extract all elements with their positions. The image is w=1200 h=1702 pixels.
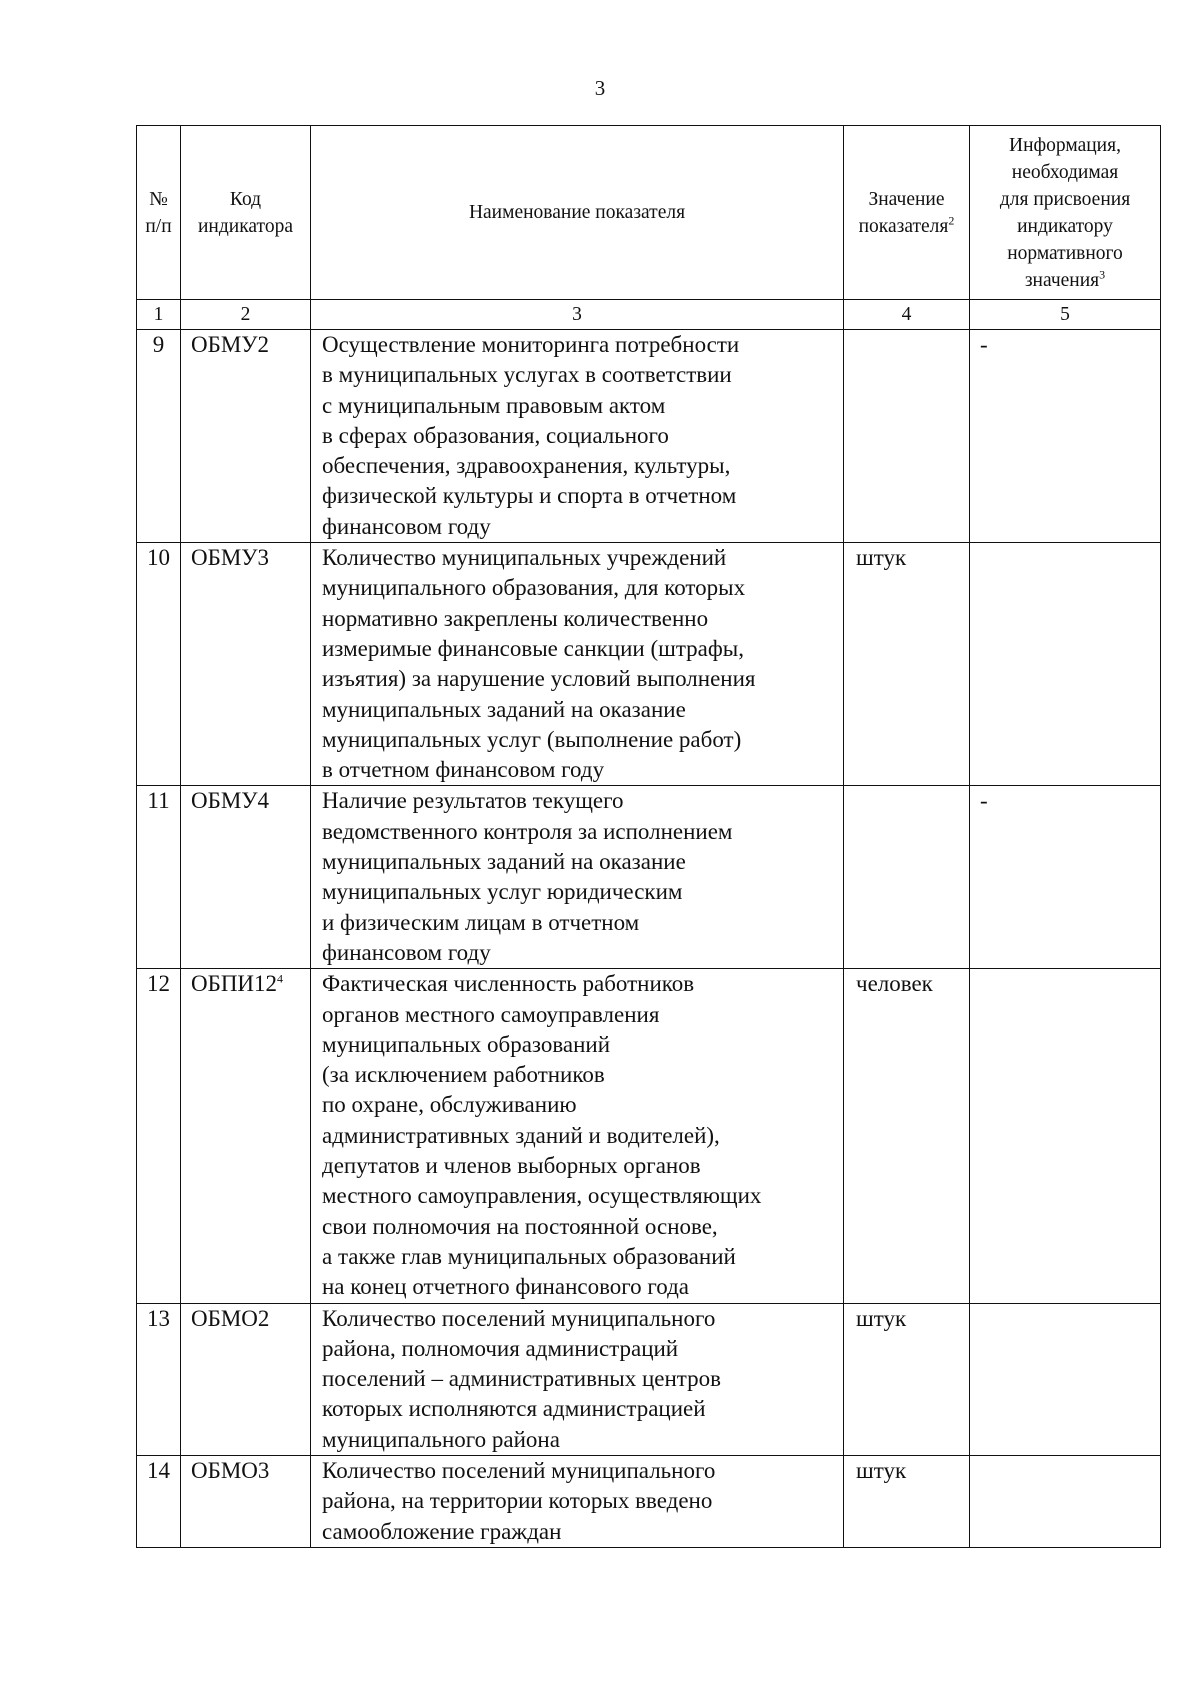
header-value-label: Значение: [868, 188, 945, 210]
column-number-row: [137, 300, 1161, 330]
indicator-name: [311, 969, 844, 1303]
row-number: 13: [137, 1303, 181, 1455]
indicator-name-line: Осуществление мониторинга потребности: [322, 332, 740, 357]
indicator-name-line: Фактическая численность работников: [322, 971, 695, 997]
column-number: 5: [970, 300, 1161, 330]
table-row: [137, 786, 1161, 969]
indicator-name-line: которых исполняются администрацией: [322, 1396, 706, 1422]
indicator-name-line: физической культуры и спорта в отчетном: [322, 483, 737, 509]
header-code-label: Код: [229, 188, 262, 210]
indicator-name: [311, 786, 844, 969]
indicator-name-line: по охране, обслуживанию: [322, 1092, 577, 1118]
table-row: [137, 543, 1161, 786]
header-num-sublabel: п/п: [145, 215, 172, 237]
indicator-code-cell: [181, 1455, 311, 1547]
header-info-line: для присвоения: [999, 188, 1131, 210]
table-row: [137, 330, 1161, 543]
indicator-code-cell: [181, 786, 311, 969]
indicator-name-line: с муниципальным правовым актом: [322, 392, 666, 418]
indicator-name-line: муниципального образования, для которых: [322, 575, 746, 601]
indicator-name-line: в отчетном финансовом году: [322, 757, 605, 783]
header-num-label: №: [149, 188, 168, 210]
indicator-name-line: а также глав муниципальных образований: [322, 1243, 736, 1269]
row-number: 9: [137, 330, 181, 543]
column-number: 1: [137, 300, 181, 330]
header-info-line: Информация,: [1009, 134, 1121, 156]
normative-info: [970, 1455, 1161, 1547]
indicator-code: ОБМУ2: [191, 332, 270, 357]
indicator-name-line: Количество поселений муниципального: [322, 1305, 716, 1331]
indicator-name-line: изъятия) за нарушение условий выполнения: [322, 666, 756, 692]
indicator-name-line: финансовом году: [322, 513, 491, 539]
indicator-value-unit: штук: [844, 1303, 970, 1455]
header-info-line: необходимая: [1011, 161, 1119, 183]
indicator-value-unit: [844, 786, 970, 969]
header-info-footnote-ref: 3: [1099, 267, 1106, 281]
column-number: 4: [844, 300, 970, 330]
indicator-value-unit: штук: [844, 1455, 970, 1547]
table-row: [137, 1455, 1161, 1547]
indicator-name-line: муниципального района: [322, 1426, 560, 1452]
row-number: 14: [137, 1455, 181, 1547]
indicator-name-line: измеримые финансовые санкции (штрафы,: [322, 635, 744, 661]
normative-info: [970, 969, 1161, 1303]
indicator-name: [311, 330, 844, 543]
header-code-sublabel: индикатора: [198, 215, 293, 237]
header-name-label: Наименование показателя: [468, 202, 686, 223]
indicator-code-cell: [181, 543, 311, 786]
header-info-line: нормативного: [1007, 242, 1123, 264]
normative-info: -: [970, 330, 1161, 543]
indicator-name-line: Количество муниципальных учреждений: [322, 545, 727, 571]
indicator-name-line: органов местного самоуправления: [322, 1001, 660, 1027]
indicator-value-unit: штук: [844, 543, 970, 786]
indicator-name-line: муниципальных образований: [322, 1031, 611, 1057]
column-number: 3: [311, 300, 844, 330]
header-value-sublabel: показателя: [858, 215, 949, 237]
indicator-name-line: самообложение граждан: [322, 1518, 562, 1544]
indicator-name-line: местного самоуправления, осуществляющих: [322, 1183, 762, 1209]
indicator-code-cell: [181, 1303, 311, 1455]
table-body: [137, 330, 1161, 1548]
header-num: [137, 126, 181, 300]
indicator-code: ОБМУ4: [191, 788, 270, 814]
indicator-name-line: депутатов и членов выборных органов: [322, 1153, 701, 1179]
indicator-name-line: Количество поселений муниципального: [322, 1457, 716, 1483]
header-value-footnote-ref: 2: [948, 213, 955, 227]
indicator-value-unit: [844, 330, 970, 543]
row-number: 10: [137, 543, 181, 786]
header-info-line: индикатору: [1017, 215, 1113, 237]
indicator-code: ОБПИ12: [191, 971, 278, 997]
indicator-name-line: муниципальных услуг (выполнение работ): [322, 726, 742, 752]
indicator-value-unit: человек: [844, 969, 970, 1303]
indicator-name-line: муниципальных заданий на оказание: [322, 696, 686, 722]
table-row: [137, 969, 1161, 1303]
indicator-name-line: обеспечения, здравоохранения, культуры,: [322, 453, 731, 479]
indicator-code-cell: [181, 969, 311, 1303]
header-info-line: значения: [1024, 269, 1100, 291]
row-number: 11: [137, 786, 181, 969]
indicator-name: [311, 1455, 844, 1547]
indicator-name-line: на конец отчетного финансового года: [322, 1274, 690, 1300]
indicator-name-line: муниципальных заданий на оказание: [322, 849, 686, 875]
indicator-name-line: района, на территории которых введено: [322, 1488, 713, 1514]
indicator-name-line: ведомственного контроля за исполнением: [322, 818, 733, 844]
header-value: [844, 126, 970, 300]
indicator-name-line: в муниципальных услугах в соответствии: [322, 362, 732, 388]
header-code: [181, 126, 311, 300]
indicator-name-line: (за исключением работников: [322, 1062, 605, 1088]
indicator-code-cell: [181, 330, 311, 543]
header-row: [137, 126, 1161, 300]
normative-info: [970, 1303, 1161, 1455]
indicator-name: [311, 543, 844, 786]
column-number: 2: [181, 300, 311, 330]
indicator-code: ОБМУ3: [191, 545, 270, 571]
indicator-name-line: свои полномочия на постоянной основе,: [322, 1213, 718, 1239]
indicator-name-line: муниципальных услуг юридическим: [322, 879, 683, 905]
header-name: [311, 126, 844, 300]
normative-info: [970, 543, 1161, 786]
indicator-code: ОБМО2: [191, 1305, 270, 1331]
page-number: 3: [594, 76, 606, 100]
indicator-name-line: района, полномочия администраций: [322, 1335, 679, 1361]
indicator-name-line: финансовом году: [322, 939, 491, 965]
indicator-name-line: нормативно закреплены количественно: [322, 605, 709, 631]
indicator-name: [311, 1303, 844, 1455]
header-info: [970, 126, 1161, 300]
indicator-name-line: поселений – административных центров: [322, 1366, 721, 1392]
indicator-name-line: Наличие результатов текущего: [322, 788, 624, 814]
indicator-name-line: административных зданий и водителей),: [322, 1122, 720, 1148]
indicator-name-line: и физическим лицам в отчетном: [322, 909, 640, 935]
indicators-table: [136, 125, 1161, 1548]
normative-info: -: [970, 786, 1161, 969]
indicator-code: ОБМО3: [191, 1457, 270, 1483]
indicator-name-line: в сферах образования, социального: [322, 422, 669, 448]
indicator-code-footnote-ref: 4: [277, 971, 284, 986]
row-number: 12: [137, 969, 181, 1303]
table-row: [137, 1303, 1161, 1455]
